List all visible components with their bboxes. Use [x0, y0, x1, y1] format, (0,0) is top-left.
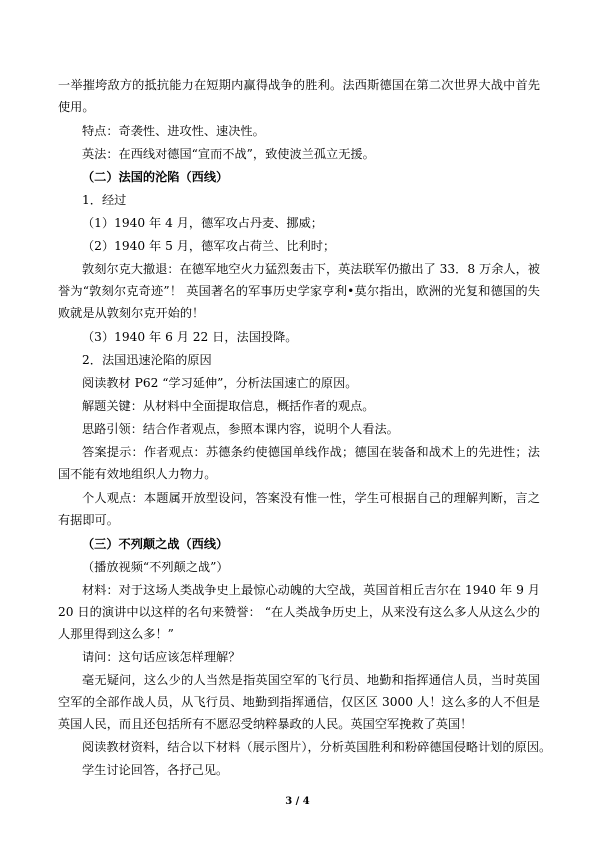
- paragraph-step-3: （3）1940 年 6 月 22 日，法国投降。: [82, 330, 298, 344]
- paragraph-features: 特点：奇袭性、进攻性、速决性。: [82, 124, 265, 138]
- paragraph-question: 请问：这句话应该怎样理解？: [82, 650, 241, 664]
- paragraph-video: （播放视频“不列颠之战”）: [82, 560, 229, 574]
- paragraph-thinking-guide: 思路引领：结合作者观点，参照本课内容，说明个人看法。: [82, 422, 399, 436]
- paragraph-personal-view: 个人观点：本题属开放型设问，答案没有惟一性，学生可根据自己的理解判断，言之有据即可。: [58, 491, 540, 527]
- paragraph-uk-france: 英法：在西线对德国“宣而不战”，致使波兰孤立无援。: [82, 147, 375, 161]
- section-heading-france: （二）法国的沦陷（西线）: [82, 170, 229, 184]
- paragraph-process: 1．经过: [82, 193, 127, 207]
- section-heading-britain: （三）不列颠之战（西线）: [82, 537, 229, 551]
- paragraph-answer-hint: 答案提示：作者观点：苏德条约使德国单线作战；德国在装备和战术上的先进性；法国不能有效地组织人力物力。: [58, 445, 540, 481]
- page-number: 3 / 4: [285, 796, 310, 807]
- paragraph-blitzkrieg-cont: 一举摧垮敌方的抵抗能力在短期内赢得战争的胜利。法西斯德国在第二次世界大战中首先使用。: [58, 78, 540, 114]
- paragraph-dunkirk: 敦刻尔克大撤退：在德军地空火力猛烈轰击下，英法联军仍撤出了 33．8 万余人，被誉为“敦刻尔克奇迹”！ 英国著名的军事历史学家亨利•莫尔指出，欧洲的光复和德国的失败就是从敦刻尔克开始的！: [58, 262, 540, 320]
- paragraph-step-1: （1）1940 年 4 月，德军攻占丹麦、挪威；: [82, 216, 323, 230]
- paragraph-key-point: 解题关键：从材料中全面提取信息，概括作者的观点。: [82, 399, 375, 413]
- paragraph-read-materials: 阅读教材资料，结合以下材料（展示图片），分析英国胜利和粉碎德国侵略计划的原因。: [82, 740, 552, 754]
- paragraph-explanation: 毫无疑问，这么少的人当然是指英国空军的飞行员、地勤和指挥通信人员，当时英国空军的全部作战人员，从飞行员、地勤到指挥通信，仅区区 3000 人！这么多的人不但是英国人民，而且还包括所有不愿忍受纳粹暴政的人民。英国空军挽救了英国！: [58, 673, 540, 731]
- paragraph-churchill-material: 材料：对于这场人类战争史上最惊心动魄的大空战，英国首相丘吉尔在 1940 年 9 月 20 日的演讲中以这样的名句来赞誉： “在人类战争历史上，从来没有这么多人从这么少的人那里得到这么多！”: [58, 583, 540, 641]
- paragraph-read-textbook: 阅读教材 P62 “学习延伸”，分析法国速亡的原因。: [82, 376, 358, 390]
- paragraph-discussion: 学生讨论回答，各抒己见。: [82, 763, 229, 777]
- paragraph-step-2: （2）1940 年 5 月，德军攻占荷兰、比利时；: [82, 239, 336, 253]
- paragraph-reasons-heading: 2．法国迅速沦陷的原因: [82, 353, 212, 367]
